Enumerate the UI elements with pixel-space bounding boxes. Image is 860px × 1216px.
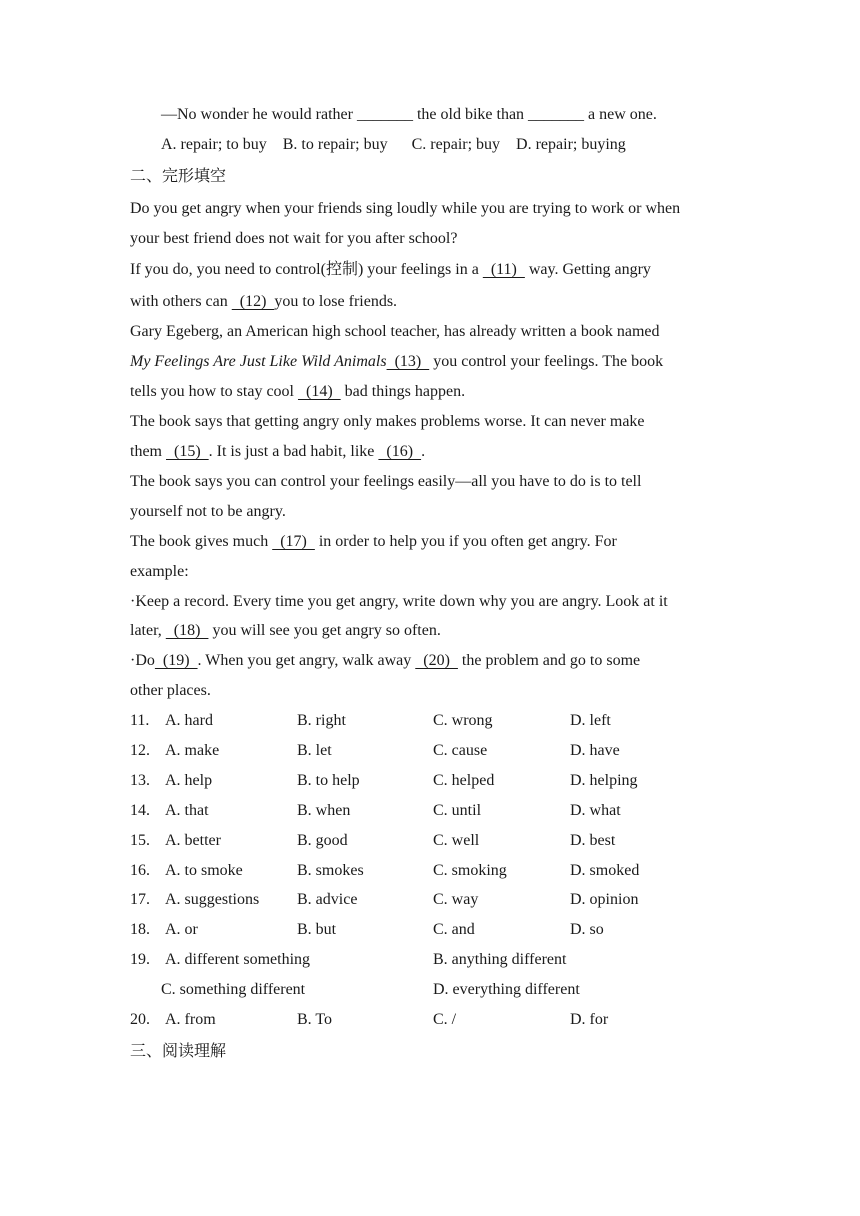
blank-20: (20) — [415, 652, 458, 669]
option-b: B. anything different — [433, 951, 567, 968]
text: you will see you get angry so often. — [208, 622, 441, 639]
option-a: A. different something — [165, 951, 311, 968]
passage-p6-line1 — [130, 532, 617, 552]
text: in order to help you if you often get angry. For — [314, 533, 617, 550]
blank-14: (14) — [297, 383, 341, 400]
option-a: A. help — [165, 772, 213, 789]
option-a: A. make — [165, 742, 220, 759]
q10-text-c: a new one. — [584, 106, 657, 123]
option-a: A. hard — [165, 712, 213, 729]
option-b: B. good — [297, 832, 348, 849]
option-c: C. well — [433, 832, 480, 849]
option-c: C. / — [433, 1011, 457, 1028]
question-row — [130, 890, 730, 910]
option-b: B. smokes — [297, 862, 364, 879]
q10-option-a: A. repair; to buy — [161, 136, 267, 153]
question-row — [130, 831, 730, 851]
q10-option-c: C. repair; buy — [411, 136, 501, 153]
question-number: 12. — [130, 742, 150, 759]
question-number: 15. — [130, 832, 150, 849]
question-row — [130, 861, 730, 881]
blank-12: (12) — [231, 293, 275, 310]
text: ·Do — [130, 652, 155, 669]
text: way. Getting angry — [524, 261, 651, 278]
blank-19: (19) — [154, 652, 198, 669]
blank-11: (11) — [482, 261, 525, 278]
text: later, — [130, 622, 166, 639]
option-c: C. helped — [433, 772, 495, 789]
option-b: B. advice — [297, 891, 358, 908]
text: . When you get angry, walk away — [197, 652, 416, 669]
passage-p8-line1 — [130, 651, 640, 671]
passage-p3-line2 — [130, 352, 663, 372]
option-a: A. to smoke — [165, 862, 243, 879]
question-row — [130, 980, 730, 1000]
text: bad things happen. — [340, 383, 466, 400]
question-number: 13. — [130, 772, 150, 789]
q10-option-d: D. repair; buying — [516, 136, 626, 153]
option-c: C. cause — [433, 742, 488, 759]
text: tells you how to stay cool — [130, 383, 298, 400]
q10-option-b: B. to repair; buy — [282, 136, 388, 153]
option-c: C. smoking — [433, 862, 507, 879]
passage-p4-line2 — [130, 442, 425, 462]
passage-p1-line2: your best friend does not wait for you after school? — [130, 230, 458, 247]
option-b: B. to help — [297, 772, 360, 789]
text: If you do, you need to control(控制) your feelings in a — [130, 261, 483, 278]
text: with others can — [130, 293, 232, 310]
option-a: A. that — [165, 802, 209, 819]
question-row — [130, 920, 730, 940]
option-d: D. smoked — [570, 862, 640, 879]
option-c: C. way — [433, 891, 479, 908]
question-row — [130, 801, 730, 821]
question-number: 11. — [130, 712, 150, 729]
question-row — [130, 741, 730, 761]
text: them — [130, 443, 166, 460]
text: the problem and go to some — [457, 652, 641, 669]
passage-p7-line1: ·Keep a record. Every time you get angry, write down why you are angry. Look at it — [130, 593, 668, 610]
option-d: D. for — [570, 1011, 609, 1028]
option-a: A. or — [165, 921, 198, 938]
blank-18: (18) — [165, 622, 209, 639]
option-d: D. what — [570, 802, 621, 819]
passage-p2-line1 — [130, 260, 651, 280]
option-a: A. suggestions — [165, 891, 260, 908]
option-d: D. so — [570, 921, 604, 938]
question-row — [130, 711, 730, 731]
question-row — [130, 1010, 730, 1030]
option-d: D. everything different — [433, 981, 580, 998]
section-3-title: 三、阅读理解 — [130, 1041, 227, 1060]
text: . — [421, 443, 426, 460]
section-2-title: 二、完形填空 — [130, 166, 227, 185]
passage-p8-line2: other places. — [130, 682, 211, 699]
book-title: My Feelings Are Just Like Wild Animals — [130, 353, 387, 370]
q10-blank-1: _______ — [356, 106, 413, 123]
option-a: A. from — [165, 1011, 216, 1028]
blank-15: (15) — [166, 443, 209, 460]
question-number: 17. — [130, 891, 150, 908]
option-d: D. helping — [570, 772, 638, 789]
question-number: 18. — [130, 921, 150, 938]
blank-17: (17) — [272, 533, 315, 550]
option-c: C. and — [433, 921, 475, 938]
passage-p5-line1: The book says you can control your feelings easily—all you have to do is to tell — [130, 473, 642, 490]
question-number: 20. — [130, 1011, 150, 1028]
passage-p7-line2 — [130, 621, 441, 641]
question-number: 14. — [130, 802, 150, 819]
option-c: C. wrong — [433, 712, 493, 729]
option-b: B. right — [297, 712, 346, 729]
passage-p1-line1: Do you get angry when your friends sing loudly while you are trying to work or when — [130, 200, 681, 217]
option-d: D. have — [570, 742, 620, 759]
question-row — [130, 950, 730, 970]
option-d: D. left — [570, 712, 611, 729]
option-b: B. let — [297, 742, 332, 759]
q10-options — [161, 135, 626, 155]
q10-text-a: —No wonder he would rather — [161, 106, 357, 123]
text: you control your feelings. The book — [429, 353, 664, 370]
q10-text-b: the old bike than — [412, 106, 529, 123]
text: . It is just a bad habit, like — [208, 443, 379, 460]
option-d: D. best — [570, 832, 616, 849]
passage-p3-line1: Gary Egeberg, an American high school teacher, has already written a book named — [130, 323, 660, 340]
passage-p2-line2 — [130, 292, 397, 312]
option-a: A. better — [165, 832, 221, 849]
question-number: 16. — [130, 862, 150, 879]
passage-p5-line2: yourself not to be angry. — [130, 503, 286, 520]
q10-blank-2: _______ — [528, 106, 585, 123]
option-b: B. when — [297, 802, 351, 819]
q10-sentence — [161, 105, 657, 125]
question-row — [130, 771, 730, 791]
option-d: D. opinion — [570, 891, 639, 908]
blank-16: (16) — [378, 443, 422, 460]
option-b: B. To — [297, 1011, 333, 1028]
text: you to lose friends. — [274, 293, 398, 310]
option-b: B. but — [297, 921, 337, 938]
text: The book gives much — [130, 533, 273, 550]
passage-p4-line1: The book says that getting angry only makes problems worse. It can never make — [130, 413, 645, 430]
passage-p3-line3 — [130, 382, 465, 402]
blank-13: (13) — [386, 353, 430, 370]
option-c: C. something different — [161, 981, 306, 998]
passage-p6-line2: example: — [130, 563, 189, 580]
option-c: C. until — [433, 802, 482, 819]
question-number: 19. — [130, 951, 150, 968]
